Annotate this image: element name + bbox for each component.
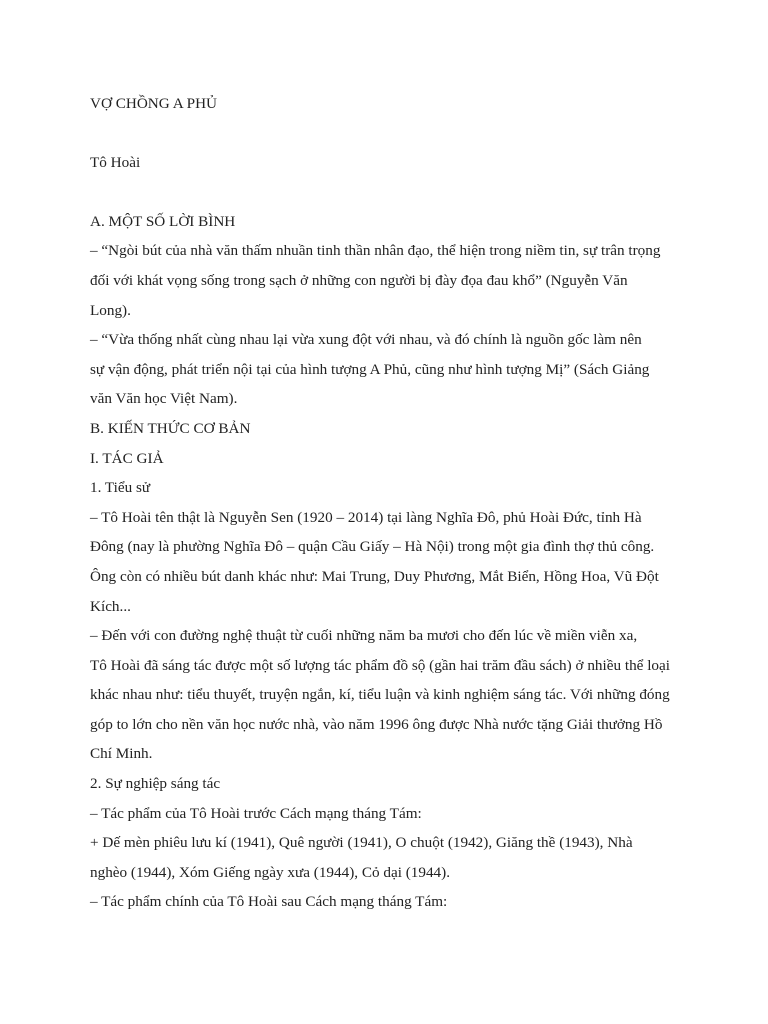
text-line: – Tô Hoài tên thật là Nguyễn Sen (1920 – 2014) tại làng Nghĩa Đô, phủ Hoài Đức, tỉnh Hà (90, 508, 642, 526)
text-line: – “Vừa thống nhất cùng nhau lại vừa xung đột với nhau, và đó chính là nguồn gốc làm nên (90, 331, 642, 349)
text-line: đối với khát vọng sống trong sạch ở những con người bị đày đọa đau khổ” (Nguyễn Văn (90, 271, 628, 289)
blank-line (90, 119, 680, 148)
document-body (90, 207, 680, 917)
text-line: Kích... (90, 597, 131, 615)
text-line: Đông (nay là phường Nghĩa Đô – quận Cầu Giấy – Hà Nội) trong một gia đình thợ thủ công. (90, 538, 655, 556)
text-line: Long). (90, 301, 131, 319)
text-line: + Dế mèn phiêu lưu kí (1941), Quê người (1941), O chuột (1942), Giăng thề (1943), Nhà (90, 834, 633, 852)
text-line: 2. Sự nghiệp sáng tác (90, 775, 221, 793)
text-line: góp to lớn cho nền văn học nước nhà, vào năm 1996 ông được Nhà nước tặng Giải thưởng Hồ (90, 715, 663, 733)
text-line: B. KIẾN THỨC CƠ BẢN (90, 419, 251, 437)
text-line: – Đến với con đường nghệ thuật từ cuối những năm ba mươi cho đến lúc về miền viễn xa, (90, 627, 638, 645)
text-line: Ông còn có nhiều bút danh khác như: Mai Trung, Duy Phương, Mắt Biển, Hồng Hoa, Vũ Đột (90, 567, 659, 585)
text-line: văn Văn học Việt Nam). (90, 390, 238, 408)
text-line: nghèo (1944), Xóm Giếng ngày xưa (1944), Cỏ dại (1944). (90, 863, 451, 881)
text-line: A. MỘT SỐ LỜI BÌNH (90, 212, 236, 230)
document-page (90, 89, 680, 917)
text-line: – Tác phẩm chính của Tô Hoài sau Cách mạng tháng Tám: (90, 893, 448, 911)
text-line: – “Ngòi bút của nhà văn thấm nhuần tinh thần nhân đạo, thể hiện trong niềm tin, sự trân trọng (90, 242, 661, 260)
document-title: VỢ CHỒNG A PHỦ (90, 95, 218, 112)
text-line: 1. Tiểu sử (90, 479, 151, 497)
text-line: Tô Hoài đã sáng tác được một số lượng tác phẩm đồ sộ (gần hai trăm đầu sách) ở nhiều thể loại (90, 656, 670, 674)
document-author: Tô Hoài (90, 153, 141, 171)
text-line: Chí Minh. (90, 745, 153, 763)
blank-line (90, 177, 680, 206)
text-line: I. TÁC GIẢ (90, 449, 164, 467)
text-line: khác nhau như: tiểu thuyết, truyện ngắn, kí, tiểu luận và kinh nghiệm sáng tác. Với những đóng (90, 686, 670, 704)
text-line: – Tác phẩm của Tô Hoài trước Cách mạng tháng Tám: (90, 804, 422, 822)
text-line: sự vận động, phát triển nội tại của hình tượng A Phủ, cũng như hình tượng Mị” (Sách Giảng (90, 360, 650, 378)
